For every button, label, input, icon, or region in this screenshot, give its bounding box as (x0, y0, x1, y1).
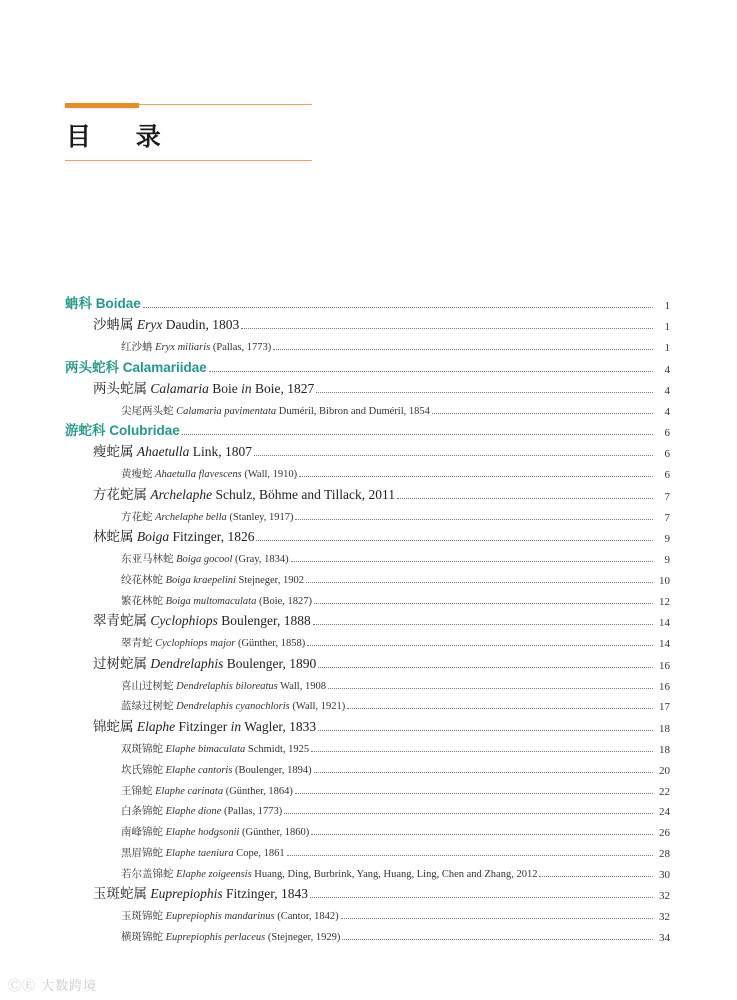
dot-leader (328, 687, 653, 689)
scientific-name: Cyclophiops (150, 613, 218, 629)
chinese-name: 玉斑锦蛇 (121, 911, 163, 923)
dot-leader (256, 539, 653, 541)
scientific-name: Eryx miliaris (155, 342, 211, 353)
chinese-name: 横斑锦蛇 (121, 932, 163, 943)
page-number: 26 (659, 827, 670, 840)
chinese-name: 过树蛇属 (93, 655, 147, 671)
authority: Boulenger, 1888 (221, 613, 311, 629)
scientific-name: Elaphe zoigeensis (176, 868, 252, 880)
toc-entry-species[interactable] (0, 778, 737, 798)
authority: Boulenger, 1890 (226, 655, 317, 671)
dot-leader (295, 792, 653, 794)
scientific-name: Elaphe cantoris (165, 764, 233, 776)
dot-leader (307, 644, 653, 646)
authority: Colubridae (109, 423, 180, 438)
dot-leader (311, 750, 653, 752)
chinese-name: 若尔盖锦蛇 (121, 868, 174, 880)
toc-entry-label (121, 845, 285, 860)
toc-entry-species[interactable] (0, 630, 737, 650)
dot-leader (313, 623, 653, 625)
dot-leader (306, 581, 653, 583)
scientific-name: Dendrelaphis (150, 655, 224, 671)
toc-entry-species[interactable] (0, 903, 737, 923)
page-number: 14 (659, 617, 670, 630)
toc-entry-species[interactable] (0, 588, 737, 608)
toc-entry-species[interactable] (0, 693, 737, 713)
dot-leader (299, 475, 653, 477)
scientific-name: Boiga multomaculata (165, 595, 257, 607)
toc-entry-label (121, 783, 293, 798)
toc-entry-species[interactable] (0, 736, 737, 756)
dot-leader (273, 348, 653, 350)
dot-leader (432, 412, 653, 414)
toc-entry-label (93, 715, 316, 735)
authority: (Stejneger, 1929) (267, 932, 341, 943)
authority: Duméril, Bibron and Duméril, 1854 (278, 405, 430, 417)
dot-leader (342, 938, 653, 940)
dot-leader (182, 433, 653, 435)
page-number: 9 (664, 554, 670, 566)
authority: Huang, Ding, Burbrink, Yang, Huang, Ling, Chen and Zhang, 2012 (254, 868, 538, 880)
toc-entry-species[interactable] (0, 546, 737, 566)
toc-entry-species[interactable] (0, 861, 737, 881)
page-number: 34 (659, 932, 670, 944)
authority: Cope, 1861 (236, 847, 285, 859)
toc-entry-family[interactable] (0, 419, 737, 439)
toc-entry-species[interactable] (0, 461, 737, 481)
authority: Boie in Boie, 1827 (212, 380, 315, 396)
chinese-name: 尖尾两头蛇 (121, 405, 174, 417)
authority: Calamariidae (122, 359, 207, 375)
toc-entry-species[interactable] (0, 924, 737, 944)
page-number: 20 (659, 764, 670, 777)
toc-entry-label (121, 678, 326, 693)
authority: Daudin, 1803 (165, 317, 240, 332)
page-number: 18 (659, 722, 670, 735)
authority: (Boie, 1827) (258, 595, 313, 607)
authority: (Boulenger, 1894) (235, 764, 312, 776)
toc-entry-genus[interactable] (0, 715, 737, 735)
page-number: 7 (664, 511, 670, 524)
page-title: 目 录 (66, 122, 179, 151)
toc-entry-label (93, 313, 239, 333)
toc-entry-label (93, 525, 254, 545)
authority: Stejneger, 1902 (238, 574, 305, 586)
toc-entry-label (121, 339, 271, 354)
authority: (Günther, 1860) (242, 827, 310, 839)
chinese-name: 林蛇属 (93, 529, 134, 544)
dot-leader (314, 602, 653, 604)
dot-leader (347, 707, 653, 709)
page-number: 14 (659, 638, 670, 651)
page-number: 32 (659, 911, 670, 924)
dot-leader (397, 497, 653, 499)
chinese-name: 白条锦蛇 (121, 806, 163, 818)
dot-leader (209, 370, 653, 372)
scientific-name: Euprepiophis (150, 886, 223, 902)
toc-entry-genus[interactable] (0, 609, 737, 629)
authority: (Wall, 1921) (292, 701, 346, 713)
scientific-name: Elaphe bimaculata (165, 743, 246, 755)
chinese-name: 两头蛇属 (93, 380, 147, 396)
toc-entry-label (121, 698, 345, 713)
toc-entry-genus[interactable] (0, 525, 737, 545)
page-number: 6 (664, 427, 670, 439)
chinese-name: 翠青蛇 (121, 638, 153, 650)
toc-entry-label (121, 466, 297, 481)
toc-entry-label (65, 419, 180, 439)
toc-entry-family[interactable] (0, 292, 737, 312)
toc-entry-label (65, 292, 141, 312)
toc-entry-label (121, 572, 304, 587)
toc-entry-genus[interactable] (0, 483, 737, 503)
toc-entry-label (93, 609, 311, 629)
page-number: 4 (664, 363, 670, 376)
dot-leader (295, 518, 653, 520)
toc-entry-species[interactable] (0, 398, 737, 418)
chinese-name: 坎氏锦蛇 (121, 764, 163, 776)
authority: Schulz, Böhme and Tillack, 2011 (215, 486, 395, 502)
dot-leader (291, 560, 653, 562)
toc-entry-label (93, 483, 395, 503)
toc-entry-label (121, 824, 309, 839)
scientific-name: Elaphe (136, 718, 176, 734)
toc-entry-genus[interactable] (0, 313, 737, 333)
chinese-name: 锦蛇属 (93, 718, 134, 734)
scientific-name: Boiga gocool (176, 554, 233, 565)
authority: Fitzinger, 1826 (172, 529, 255, 544)
chinese-name: 王锦蛇 (121, 785, 153, 797)
authority: Boidae (95, 296, 141, 311)
scientific-name: Archelaphe (150, 486, 213, 502)
chinese-name: 两头蛇科 (65, 359, 119, 375)
page-number: 10 (659, 574, 670, 587)
chinese-name: 蓝绿过树蛇 (121, 701, 174, 713)
chinese-name: 游蛇科 (65, 423, 106, 438)
toc-entry-label (121, 908, 339, 923)
chinese-name: 黑眉锦蛇 (121, 847, 163, 859)
chinese-name: 玉斑蛇属 (93, 886, 147, 902)
scientific-name: Calamaria (150, 380, 209, 396)
scientific-name: Euprepiophis perlaceus (165, 932, 266, 943)
scientific-name: Ahaetulla flavescens (155, 469, 242, 480)
authority: Link, 1807 (192, 444, 252, 459)
page-number: 4 (664, 384, 670, 397)
toc-entry-genus[interactable] (0, 652, 737, 672)
chinese-name: 繁花林蛇 (121, 595, 163, 607)
toc-entry-species[interactable] (0, 819, 737, 839)
dot-leader (287, 854, 653, 856)
toc-entry-label (121, 866, 537, 881)
chinese-name: 翠青蛇属 (93, 613, 147, 629)
page-number: 22 (659, 785, 670, 798)
page-number: 1 (664, 342, 670, 354)
dot-leader (539, 875, 653, 877)
toc-entry-genus[interactable] (0, 377, 737, 397)
page-number: 1 (664, 321, 670, 333)
toc-entry-label (93, 652, 316, 672)
dot-leader (316, 391, 653, 393)
authority: (Pallas, 1773) (212, 342, 272, 353)
dot-leader (341, 917, 653, 919)
toc-entry-label (121, 551, 289, 566)
page-number: 6 (664, 469, 670, 481)
authority: (Cantor, 1842) (277, 911, 339, 923)
dot-leader (143, 306, 653, 308)
toc-entry-species[interactable] (0, 757, 737, 777)
toc-entry-species[interactable] (0, 673, 737, 693)
toc-entry-species[interactable] (0, 798, 737, 818)
scientific-name: Dendrelaphis biloreatus (176, 680, 278, 692)
scientific-name: Calamaria pavimentata (176, 405, 277, 417)
toc-entry-label (93, 882, 308, 902)
page-number: 32 (659, 890, 670, 903)
scientific-name: Elaphe dione (165, 806, 222, 818)
chinese-name: 方花蛇属 (93, 486, 147, 502)
toc-entry-species[interactable] (0, 840, 737, 860)
authority: Schmidt, 1925 (247, 743, 310, 755)
chinese-name: 南峰锦蛇 (121, 827, 163, 839)
chinese-name: 喜山过树蛇 (121, 680, 174, 692)
page-number: 1 (664, 300, 670, 312)
chinese-name: 绞花林蛇 (121, 574, 163, 586)
toc-entry-family[interactable] (0, 356, 737, 376)
chinese-name: 黄瘦蛇 (121, 469, 153, 480)
chinese-name: 双斑锦蛇 (121, 743, 163, 755)
authority: Fitzinger, 1843 (226, 886, 308, 902)
toc-entry-label (121, 741, 309, 756)
page-number: 16 (659, 680, 670, 693)
scientific-name: Cyclophiops major (155, 638, 236, 650)
dot-leader (284, 812, 653, 814)
toc-entry-genus[interactable] (0, 440, 737, 460)
scientific-name: Euprepiophis mandarinus (165, 911, 275, 923)
scientific-name: Archelaphe bella (155, 511, 227, 523)
dot-leader (318, 729, 653, 731)
page-number: 24 (659, 806, 670, 819)
page-number: 4 (664, 405, 670, 418)
toc-entry-label (121, 803, 282, 818)
toc-entry-species[interactable] (0, 567, 737, 587)
scientific-name: Ahaetulla (136, 444, 190, 459)
dot-leader (254, 454, 653, 456)
authority: (Gray, 1834) (235, 554, 289, 565)
page-number: 18 (659, 743, 670, 756)
toc-entry-species[interactable] (0, 504, 737, 524)
chinese-name: 方花蛇 (121, 511, 153, 523)
scientific-name: Elaphe carinata (155, 785, 224, 797)
scientific-name: Elaphe hodgsonii (165, 827, 240, 839)
chinese-name: 蚺科 (65, 296, 92, 311)
authority: (Wall, 1910) (244, 469, 298, 480)
page-number: 28 (659, 847, 670, 860)
toc-entry-genus[interactable] (0, 882, 737, 902)
dot-leader (311, 833, 653, 835)
toc-entry-label (65, 356, 207, 376)
chinese-name: 瘦蛇属 (93, 444, 134, 459)
page-number: 12 (659, 595, 670, 608)
page-number: 6 (664, 448, 670, 460)
scientific-name: Dendrelaphis cyanochloris (176, 701, 290, 713)
scientific-name: Boiga (136, 529, 170, 544)
scientific-name: Eryx (136, 317, 163, 332)
authority: Wall, 1908 (280, 680, 326, 692)
page-number: 16 (659, 659, 670, 672)
authority: (Günther, 1858) (237, 638, 306, 650)
toc-entry-label (121, 593, 312, 608)
authority: Fitzinger in Wagler, 1833 (178, 718, 317, 734)
page-number: 7 (664, 490, 670, 503)
toc-entry-label (93, 440, 252, 460)
dot-leader (314, 771, 653, 773)
toc-entry-label (121, 929, 340, 944)
page-number: 17 (659, 701, 670, 714)
toc-entry-label (121, 403, 430, 418)
page-number: 30 (659, 868, 670, 881)
toc-entry-label (93, 377, 314, 397)
dot-leader (310, 896, 653, 898)
toc-entry-label (121, 509, 293, 524)
page-number: 9 (664, 533, 670, 545)
scientific-name: Elaphe taeniura (165, 847, 234, 859)
dot-leader (318, 666, 653, 668)
watermark: ⒸⒺ 大数跨境 (8, 979, 98, 994)
toc-entry-species[interactable] (0, 334, 737, 354)
authority: (Stanley, 1917) (229, 511, 294, 523)
chinese-name: 红沙蚺 (121, 342, 153, 353)
dot-leader (241, 327, 653, 329)
chinese-name: 沙蚺属 (93, 317, 134, 332)
toc-entry-label (121, 635, 305, 650)
chinese-name: 东亚马林蛇 (121, 554, 174, 565)
scientific-name: Boiga kraepelini (165, 574, 236, 586)
authority: (Günther, 1864) (225, 785, 293, 797)
toc-entry-label (121, 762, 312, 777)
authority: (Pallas, 1773) (223, 806, 283, 818)
